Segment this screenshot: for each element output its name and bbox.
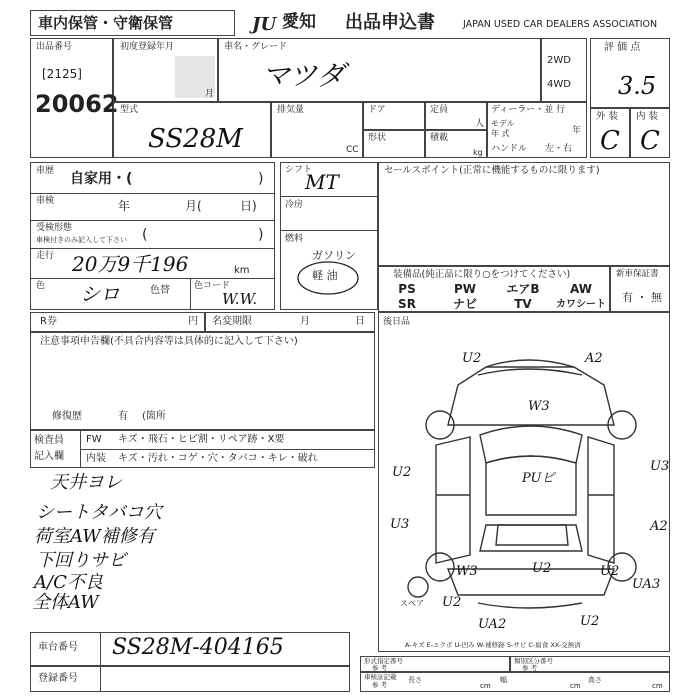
fuel-circle-mark — [290, 258, 370, 302]
car-name-value: マツダ — [262, 59, 345, 92]
drive-4wd: 4WD — [547, 79, 571, 90]
class-sub: 参 考 — [522, 664, 538, 672]
damage-label: UA3 — [632, 577, 661, 592]
fuel-light: 軽 油 — [312, 269, 338, 282]
kg-unit: kg — [473, 148, 483, 157]
length-label: 長さ — [408, 676, 422, 684]
class-label: 類別区分番号 — [514, 657, 553, 665]
name-change-label: 名変期限 — [212, 316, 252, 327]
load-label: 積載 — [430, 133, 449, 143]
chassis-label: 車台番号 — [38, 642, 78, 653]
first-reg-month-unit: 月 — [205, 89, 215, 99]
equip-item: AW — [570, 282, 592, 296]
warranty-options: 有 ・ 無 — [622, 291, 662, 304]
note-line: 天井ヨレ — [50, 472, 122, 493]
lot-code: [2125] — [42, 67, 82, 81]
capacity-label: 定員 — [430, 105, 449, 115]
damage-label: U2 — [462, 351, 482, 366]
door-label: ドア — [368, 105, 386, 115]
size-label: 車検証記載 — [364, 673, 397, 681]
shift-label: シフト — [285, 165, 313, 175]
info-divider-4 — [30, 278, 275, 279]
plate-label: 登録番号 — [38, 673, 78, 684]
color-split — [190, 278, 191, 310]
exterior-label: 外 装 — [596, 111, 619, 122]
shift-div-2 — [280, 230, 378, 231]
inspector-row1-text: キズ・飛石・ヒビ割・リペア跡・X要 — [118, 434, 285, 445]
spare-label: スペア — [400, 599, 424, 608]
equip-item: TV — [514, 297, 532, 311]
inspection-year: 年 — [118, 199, 131, 213]
model-value: SS28M — [148, 124, 243, 154]
equipment-title: 装備品(純正品に限り○をつけてください) — [393, 269, 571, 280]
damage-label: U3 — [390, 517, 410, 532]
handle-label: ハンドル — [491, 144, 528, 154]
sales-point-label: セールスポイント(正常に機能するものに限ります) — [384, 165, 600, 176]
equip-item: PW — [453, 282, 477, 296]
width-label: 幅 — [500, 676, 507, 684]
damage-label: U2 — [600, 564, 620, 579]
org-name: 愛知 — [282, 12, 316, 32]
fuel-label: 燃料 — [285, 234, 304, 244]
receipt-close: ) — [258, 227, 264, 243]
receipt-open: ( — [142, 227, 148, 243]
height-cm: cm — [652, 682, 663, 690]
note-line: 下回りサビ — [36, 550, 126, 571]
handwritten-notes — [32, 472, 166, 613]
notes-label: 注意事項申告欄(不具合内容等は具体的に記入して下さい) — [40, 336, 298, 347]
color-code-value: W.W. — [222, 290, 258, 308]
equip-item: ナビ — [452, 297, 477, 311]
model-label: 型式 — [120, 105, 139, 115]
cc-unit: CC — [346, 145, 359, 155]
sales-point-box — [378, 162, 670, 266]
name-change-month: 月 — [300, 316, 310, 327]
exterior-value: C — [600, 126, 620, 156]
length-cm: cm — [480, 682, 491, 690]
color-label: 色 — [36, 281, 46, 291]
equip-item: エアB — [506, 282, 540, 296]
equip-item: SR — [398, 297, 416, 311]
storage-label: 車内保管・守衛保管 — [38, 14, 174, 32]
inspection-day: 日) — [240, 199, 257, 213]
note-line: A/C不良 — [34, 572, 103, 593]
chassis-value: SS28M-404165 — [112, 635, 284, 660]
receipt-label: 受検形態 — [36, 223, 73, 233]
interior-label: 内 装 — [636, 111, 659, 122]
equip-item: カワシート — [556, 299, 606, 310]
type-sub: 参 考 — [372, 664, 388, 672]
info-divider-3 — [30, 248, 275, 249]
mileage-value: 20万9千196 — [72, 252, 189, 276]
type-label: 形式指定番号 — [364, 657, 403, 665]
handle-options: 左・右 — [545, 144, 573, 154]
color-value: シロ — [80, 282, 120, 306]
info-divider-1 — [30, 193, 275, 194]
damage-label: W3 — [528, 399, 550, 414]
shape-label: 形状 — [368, 133, 387, 143]
first-reg-label: 初度登録年月 — [120, 42, 175, 52]
equip-item: PS — [398, 282, 416, 296]
inspector-row-div — [80, 449, 375, 450]
car-name-label: 車名・グレード — [224, 42, 288, 52]
form-title: 出品申込書 — [345, 12, 435, 33]
note-line: シートタバコ穴 — [36, 502, 162, 523]
width-cm: cm — [570, 682, 581, 690]
repair-label: 修復歴 — [52, 411, 82, 422]
year-unit: 年 — [572, 126, 582, 136]
size-box — [360, 672, 670, 692]
person-unit: 人 — [475, 119, 485, 129]
dealer-label: ディーラー・並 行 — [491, 105, 566, 115]
damage-label: U2 — [532, 561, 552, 576]
fuel-gas: ガソリン — [312, 249, 356, 262]
damage-label: U3 — [650, 459, 670, 474]
km-unit: km — [234, 265, 250, 276]
year-label: 年 式 — [491, 129, 510, 138]
history-label: 車歴 — [36, 166, 55, 176]
inspector-interior: 内装 — [86, 453, 106, 464]
height-label: 高さ — [588, 676, 602, 684]
damage-label: A2 — [650, 519, 668, 534]
inspector-fw: FW — [86, 434, 102, 445]
lot-label: 出品番号 — [36, 42, 73, 52]
diagram-legend: A-キズ E-エクボ U-凹み W-補修跡 S-サビ C-腐食 XX-交換済 — [405, 641, 581, 649]
damage-label: PUピ — [522, 471, 555, 486]
lot-number: 20062 — [35, 90, 119, 118]
damage-label: UA2 — [478, 617, 507, 632]
plate-box — [30, 666, 350, 692]
size-sub: 参 考 — [372, 681, 388, 689]
damage-label: U2 — [442, 595, 462, 610]
org-english: JAPAN USED CAR DEALERS ASSOCIATION — [463, 19, 658, 30]
damage-label: A2 — [585, 351, 603, 366]
ac-label: 冷房 — [285, 200, 304, 210]
receipt-note: 車検付きのみ記入して下さい — [36, 236, 127, 244]
note-line: 荷室AW補修有 — [34, 526, 155, 547]
inspection-label: 車検 — [36, 196, 55, 206]
mileage-label: 走行 — [36, 251, 55, 261]
repair-place: (箇所 — [142, 411, 166, 422]
grade-value: 3.5 — [618, 72, 657, 100]
ju-logo-text: JU — [252, 14, 277, 35]
damage-label: U2 — [392, 465, 412, 480]
equipment-grid — [378, 282, 610, 312]
note-line: 全体AW — [32, 592, 99, 613]
shift-div-1 — [280, 196, 378, 197]
inspector-label2: 記入欄 — [34, 451, 64, 462]
drive-box — [541, 38, 587, 102]
damage-label: U2 — [580, 614, 600, 629]
interior-value: C — [640, 126, 660, 156]
history-value: 自家用・( — [70, 171, 133, 187]
history-close: ) — [258, 171, 264, 187]
later-label: 後日品 — [383, 317, 411, 327]
shift-value: MT — [305, 170, 339, 194]
grade-label: 評 価 点 — [604, 42, 641, 53]
model-year-label: モデル — [491, 119, 515, 128]
warranty-label: 新車保証書 — [616, 269, 659, 279]
drive-2wd: 2WD — [547, 55, 571, 66]
displacement-label: 排気量 — [277, 105, 305, 115]
r-yen: 円 — [188, 316, 198, 327]
inspector-row2-text: キズ・汚れ・コゲ・穴・タバコ・キレ・破れ — [118, 453, 318, 464]
r-label: R券 — [40, 316, 57, 327]
color-code-label: 色コード — [194, 281, 231, 291]
inspection-month: 月( — [185, 199, 202, 213]
info-divider-2 — [30, 220, 275, 221]
name-change-day: 日 — [355, 316, 365, 327]
color-change-label: 色替 — [150, 285, 170, 296]
inspector-label: 検査員 — [34, 435, 64, 446]
ju-logo — [252, 14, 276, 35]
damage-label: W3 — [456, 564, 478, 579]
repair-value: 有 — [118, 411, 128, 422]
